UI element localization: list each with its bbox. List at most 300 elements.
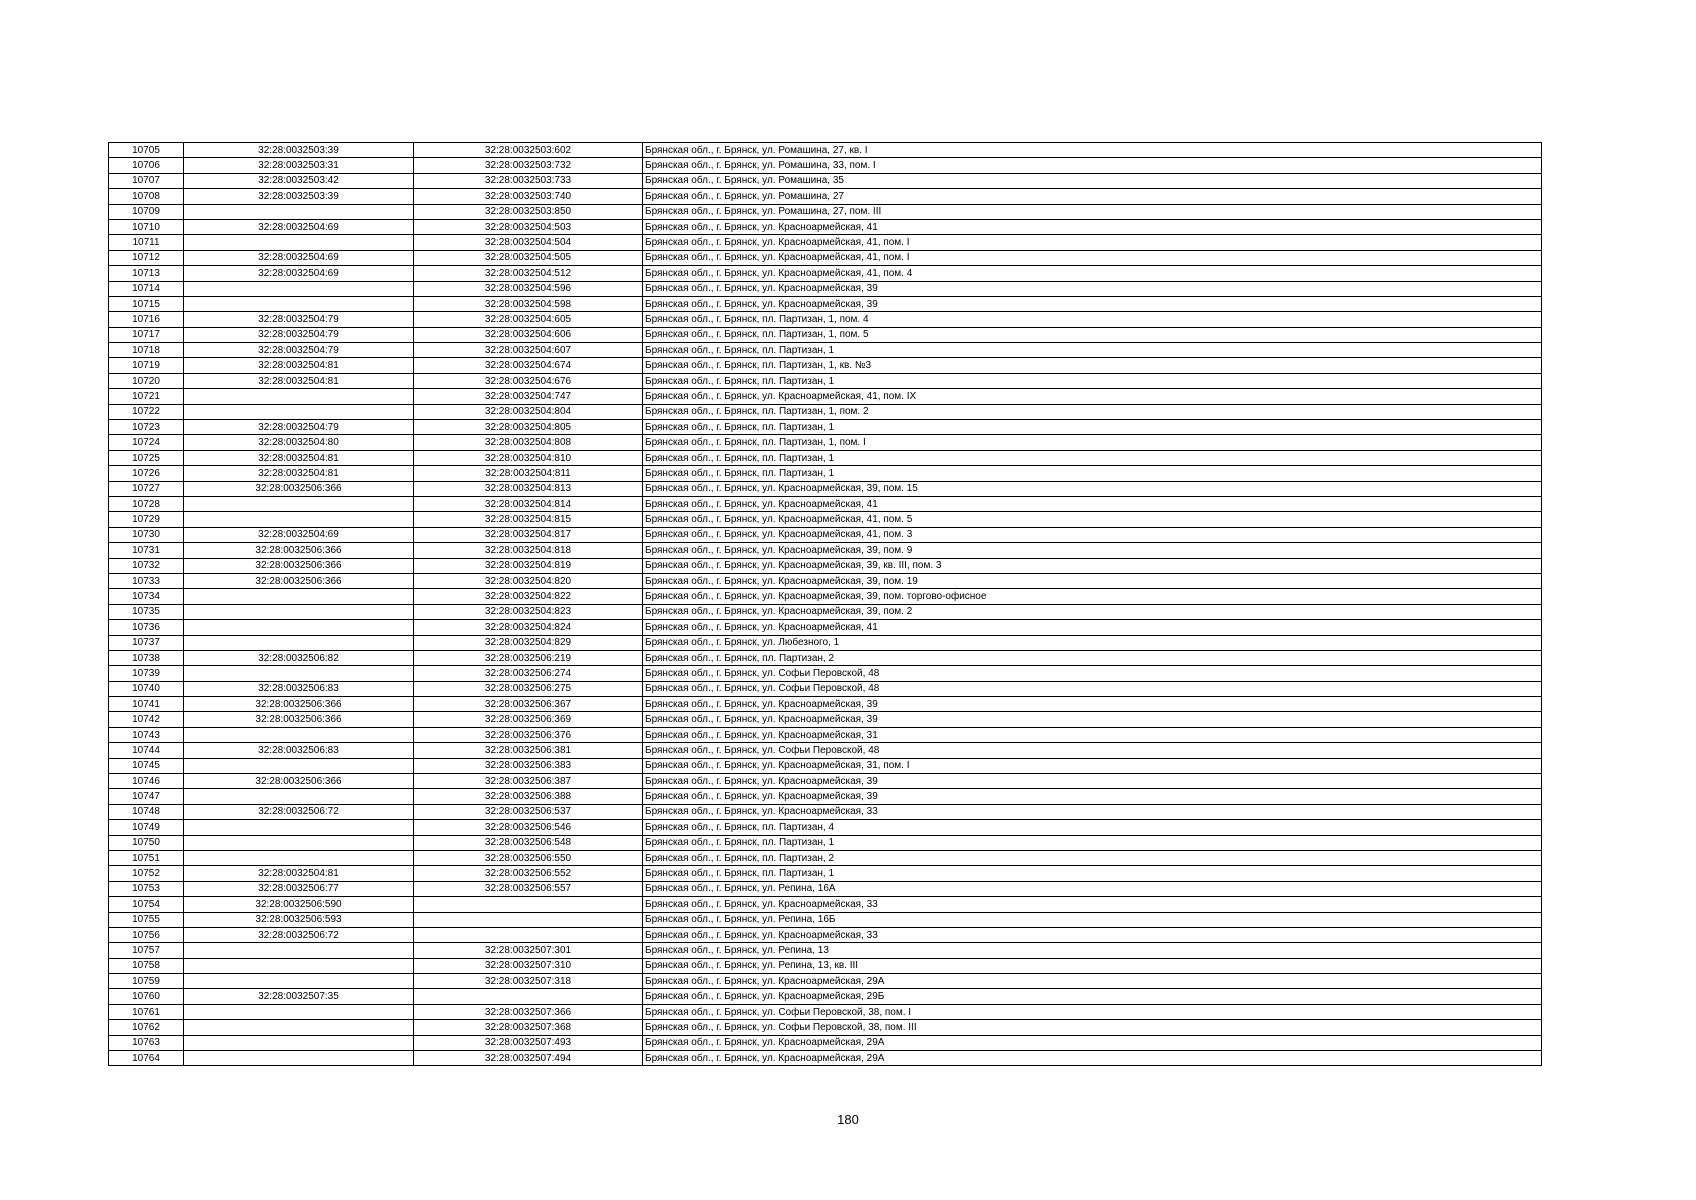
row-number-cell: 10709 — [109, 204, 184, 219]
table-row — [109, 589, 1542, 604]
object-cadastral-number-cell: 32:28:0032507:368 — [414, 1020, 643, 1035]
object-cadastral-number-cell: 32:28:0032504:676 — [414, 373, 643, 388]
row-number-cell: 10719 — [109, 358, 184, 373]
table-row — [109, 296, 1542, 311]
address-cell: Брянская обл., г. Брянск, ул. Любезного, 1 — [643, 635, 1542, 650]
parent-cadastral-number-cell: 32:28:0032504:81 — [184, 358, 414, 373]
object-cadastral-number-cell: 32:28:0032504:747 — [414, 389, 643, 404]
table-row — [109, 912, 1542, 927]
parent-cadastral-number-cell — [184, 589, 414, 604]
parent-cadastral-number-cell: 32:28:0032504:81 — [184, 466, 414, 481]
address-cell: Брянская обл., г. Брянск, ул. Красноармейская, 41, пом. I — [643, 235, 1542, 250]
address-cell: Брянская обл., г. Брянск, пл. Партизан, 1 — [643, 450, 1542, 465]
parent-cadastral-number-cell — [184, 974, 414, 989]
row-number-cell: 10754 — [109, 897, 184, 912]
row-number-cell: 10740 — [109, 681, 184, 696]
address-cell: Брянская обл., г. Брянск, ул. Красноармейская, 39 — [643, 774, 1542, 789]
row-number-cell: 10718 — [109, 343, 184, 358]
object-cadastral-number-cell: 32:28:0032504:829 — [414, 635, 643, 650]
parent-cadastral-number-cell: 32:28:0032504:81 — [184, 373, 414, 388]
parent-cadastral-number-cell — [184, 1020, 414, 1035]
table-row — [109, 1004, 1542, 1019]
row-number-cell: 10762 — [109, 1020, 184, 1035]
parent-cadastral-number-cell: 32:28:0032506:72 — [184, 927, 414, 942]
address-cell: Брянская обл., г. Брянск, ул. Красноармейская, 39 — [643, 789, 1542, 804]
table-row — [109, 512, 1542, 527]
row-number-cell: 10710 — [109, 219, 184, 234]
address-cell: Брянская обл., г. Брянск, ул. Красноармейская, 29А — [643, 1035, 1542, 1050]
parent-cadastral-number-cell: 32:28:0032504:79 — [184, 327, 414, 342]
parent-cadastral-number-cell — [184, 235, 414, 250]
row-number-cell: 10757 — [109, 943, 184, 958]
address-cell: Брянская обл., г. Брянск, ул. Красноармейская, 41 — [643, 620, 1542, 635]
address-cell: Брянская обл., г. Брянск, ул. Красноармейская, 29Б — [643, 989, 1542, 1004]
object-cadastral-number-cell: 32:28:0032504:674 — [414, 358, 643, 373]
row-number-cell: 10750 — [109, 835, 184, 850]
row-number-cell: 10743 — [109, 727, 184, 742]
parent-cadastral-number-cell — [184, 296, 414, 311]
row-number-cell: 10741 — [109, 697, 184, 712]
object-cadastral-number-cell: 32:28:0032504:505 — [414, 250, 643, 265]
object-cadastral-number-cell: 32:28:0032504:606 — [414, 327, 643, 342]
table-row — [109, 143, 1542, 158]
object-cadastral-number-cell: 32:28:0032504:805 — [414, 420, 643, 435]
row-number-cell: 10711 — [109, 235, 184, 250]
table-row — [109, 666, 1542, 681]
parent-cadastral-number-cell: 32:28:0032504:69 — [184, 250, 414, 265]
parent-cadastral-number-cell: 32:28:0032506:82 — [184, 650, 414, 665]
table-row — [109, 189, 1542, 204]
row-number-cell: 10764 — [109, 1051, 184, 1066]
parent-cadastral-number-cell: 32:28:0032504:69 — [184, 527, 414, 542]
object-cadastral-number-cell: 32:28:0032504:824 — [414, 620, 643, 635]
address-cell: Брянская обл., г. Брянск, пл. Партизан, 1 — [643, 420, 1542, 435]
object-cadastral-number-cell: 32:28:0032506:537 — [414, 804, 643, 819]
parent-cadastral-number-cell — [184, 389, 414, 404]
table-row — [109, 866, 1542, 881]
table-row — [109, 989, 1542, 1004]
row-number-cell: 10715 — [109, 296, 184, 311]
table-row — [109, 1051, 1542, 1066]
table-row — [109, 327, 1542, 342]
table-row — [109, 804, 1542, 819]
table-row — [109, 173, 1542, 188]
parent-cadastral-number-cell — [184, 1051, 414, 1066]
object-cadastral-number-cell: 32:28:0032507:301 — [414, 943, 643, 958]
address-cell: Брянская обл., г. Брянск, ул. Репина, 16А — [643, 881, 1542, 896]
parent-cadastral-number-cell: 32:28:0032504:80 — [184, 435, 414, 450]
object-cadastral-number-cell: 32:28:0032504:815 — [414, 512, 643, 527]
table-row — [109, 373, 1542, 388]
table-row — [109, 358, 1542, 373]
row-number-cell: 10728 — [109, 496, 184, 511]
address-cell: Брянская обл., г. Брянск, ул. Красноармейская, 31 — [643, 727, 1542, 742]
parent-cadastral-number-cell: 32:28:0032503:42 — [184, 173, 414, 188]
address-cell: Брянская обл., г. Брянск, ул. Красноармейская, 41, пом. I — [643, 250, 1542, 265]
table-row — [109, 974, 1542, 989]
parent-cadastral-number-cell: 32:28:0032507:35 — [184, 989, 414, 1004]
row-number-cell: 10716 — [109, 312, 184, 327]
table-row — [109, 820, 1542, 835]
object-cadastral-number-cell: 32:28:0032504:813 — [414, 481, 643, 496]
parent-cadastral-number-cell: 32:28:0032504:79 — [184, 420, 414, 435]
parent-cadastral-number-cell: 32:28:0032506:77 — [184, 881, 414, 896]
parent-cadastral-number-cell: 32:28:0032504:79 — [184, 312, 414, 327]
table-row — [109, 281, 1542, 296]
object-cadastral-number-cell: 32:28:0032504:504 — [414, 235, 643, 250]
address-cell: Брянская обл., г. Брянск, ул. Репина, 16Б — [643, 912, 1542, 927]
address-cell: Брянская обл., г. Брянск, пл. Партизан, 1 — [643, 343, 1542, 358]
object-cadastral-number-cell: 32:28:0032504:820 — [414, 573, 643, 588]
parent-cadastral-number-cell: 32:28:0032503:39 — [184, 143, 414, 158]
parent-cadastral-number-cell — [184, 758, 414, 773]
address-cell: Брянская обл., г. Брянск, ул. Красноармейская, 41, пом. 3 — [643, 527, 1542, 542]
object-cadastral-number-cell: 32:28:0032504:808 — [414, 435, 643, 450]
parent-cadastral-number-cell — [184, 727, 414, 742]
address-cell: Брянская обл., г. Брянск, ул. Красноармейская, 33 — [643, 804, 1542, 819]
object-cadastral-number-cell — [414, 927, 643, 942]
object-cadastral-number-cell: 32:28:0032504:823 — [414, 604, 643, 619]
row-number-cell: 10763 — [109, 1035, 184, 1050]
object-cadastral-number-cell — [414, 897, 643, 912]
parent-cadastral-number-cell — [184, 281, 414, 296]
address-cell: Брянская обл., г. Брянск, ул. Красноармейская, 39, кв. III, пом. 3 — [643, 558, 1542, 573]
address-cell: Брянская обл., г. Брянск, пл. Партизан, 1, пом. I — [643, 435, 1542, 450]
object-cadastral-number-cell: 32:28:0032504:822 — [414, 589, 643, 604]
address-cell: Брянская обл., г. Брянск, пл. Партизан, 2 — [643, 850, 1542, 865]
object-cadastral-number-cell: 32:28:0032504:512 — [414, 266, 643, 281]
parent-cadastral-number-cell — [184, 666, 414, 681]
row-number-cell: 10761 — [109, 1004, 184, 1019]
table-row — [109, 943, 1542, 958]
parent-cadastral-number-cell: 32:28:0032504:69 — [184, 219, 414, 234]
object-cadastral-number-cell: 32:28:0032506:548 — [414, 835, 643, 850]
parent-cadastral-number-cell — [184, 820, 414, 835]
object-cadastral-number-cell: 32:28:0032504:810 — [414, 450, 643, 465]
table-row — [109, 789, 1542, 804]
parent-cadastral-number-cell — [184, 1004, 414, 1019]
address-cell: Брянская обл., г. Брянск, ул. Красноармейская, 39, пом. торгово-офисное — [643, 589, 1542, 604]
row-number-cell: 10729 — [109, 512, 184, 527]
address-cell: Брянская обл., г. Брянск, пл. Партизан, 1 — [643, 835, 1542, 850]
row-number-cell: 10721 — [109, 389, 184, 404]
page-number: 180 — [837, 1112, 859, 1127]
table-row — [109, 635, 1542, 650]
row-number-cell: 10735 — [109, 604, 184, 619]
parent-cadastral-number-cell — [184, 204, 414, 219]
row-number-cell: 10732 — [109, 558, 184, 573]
parent-cadastral-number-cell: 32:28:0032506:72 — [184, 804, 414, 819]
object-cadastral-number-cell: 32:28:0032506:557 — [414, 881, 643, 896]
parent-cadastral-number-cell — [184, 850, 414, 865]
object-cadastral-number-cell — [414, 912, 643, 927]
parent-cadastral-number-cell — [184, 620, 414, 635]
address-cell: Брянская обл., г. Брянск, ул. Красноармейская, 29А — [643, 974, 1542, 989]
address-cell: Брянская обл., г. Брянск, ул. Красноармейская, 41, пом. IX — [643, 389, 1542, 404]
address-cell: Брянская обл., г. Брянск, ул. Красноармейская, 41, пом. 5 — [643, 512, 1542, 527]
parent-cadastral-number-cell: 32:28:0032506:366 — [184, 481, 414, 496]
address-cell: Брянская обл., г. Брянск, ул. Красноармейская, 41 — [643, 496, 1542, 511]
address-cell: Брянская обл., г. Брянск, ул. Красноармейская, 39, пом. 15 — [643, 481, 1542, 496]
table-row — [109, 250, 1542, 265]
row-number-cell: 10748 — [109, 804, 184, 819]
address-cell: Брянская обл., г. Брянск, ул. Ромашина, 27 — [643, 189, 1542, 204]
row-number-cell: 10751 — [109, 850, 184, 865]
table-row — [109, 681, 1542, 696]
table-row — [109, 1020, 1542, 1035]
table-row — [109, 697, 1542, 712]
address-cell: Брянская обл., г. Брянск, ул. Красноармейская, 39 — [643, 296, 1542, 311]
address-cell: Брянская обл., г. Брянск, пл. Партизан, 1 — [643, 373, 1542, 388]
address-cell: Брянская обл., г. Брянск, ул. Красноармейская, 33 — [643, 927, 1542, 942]
object-cadastral-number-cell: 32:28:0032504:814 — [414, 496, 643, 511]
table-row — [109, 204, 1542, 219]
table-row — [109, 543, 1542, 558]
row-number-cell: 10726 — [109, 466, 184, 481]
table-row — [109, 312, 1542, 327]
object-cadastral-number-cell: 32:28:0032507:494 — [414, 1051, 643, 1066]
row-number-cell: 10753 — [109, 881, 184, 896]
table-row — [109, 219, 1542, 234]
address-cell: Брянская обл., г. Брянск, ул. Красноармейская, 39, пом. 2 — [643, 604, 1542, 619]
table-body — [109, 143, 1542, 1066]
address-cell: Брянская обл., г. Брянск, пл. Партизан, 2 — [643, 650, 1542, 665]
address-cell: Брянская обл., г. Брянск, ул. Красноармейская, 39 — [643, 697, 1542, 712]
address-cell: Брянская обл., г. Брянск, ул. Красноармейская, 29А — [643, 1051, 1542, 1066]
row-number-cell: 10745 — [109, 758, 184, 773]
row-number-cell: 10738 — [109, 650, 184, 665]
table-row — [109, 481, 1542, 496]
row-number-cell: 10749 — [109, 820, 184, 835]
table-row — [109, 620, 1542, 635]
object-cadastral-number-cell: 32:28:0032504:811 — [414, 466, 643, 481]
table-row — [109, 389, 1542, 404]
row-number-cell: 10739 — [109, 666, 184, 681]
object-cadastral-number-cell: 32:28:0032503:740 — [414, 189, 643, 204]
row-number-cell: 10746 — [109, 774, 184, 789]
table-row — [109, 1035, 1542, 1050]
table-row — [109, 743, 1542, 758]
row-number-cell: 10736 — [109, 620, 184, 635]
row-number-cell: 10706 — [109, 158, 184, 173]
table-row — [109, 727, 1542, 742]
object-cadastral-number-cell: 32:28:0032507:318 — [414, 974, 643, 989]
object-cadastral-number-cell: 32:28:0032506:219 — [414, 650, 643, 665]
table-row — [109, 897, 1542, 912]
parent-cadastral-number-cell: 32:28:0032506:590 — [184, 897, 414, 912]
row-number-cell: 10755 — [109, 912, 184, 927]
object-cadastral-number-cell: 32:28:0032506:275 — [414, 681, 643, 696]
row-number-cell: 10723 — [109, 420, 184, 435]
table-row — [109, 558, 1542, 573]
object-cadastral-number-cell: 32:28:0032503:732 — [414, 158, 643, 173]
address-cell: Брянская обл., г. Брянск, пл. Партизан, 1 — [643, 866, 1542, 881]
table-row — [109, 235, 1542, 250]
address-cell: Брянская обл., г. Брянск, ул. Ромашина, 33, пом. I — [643, 158, 1542, 173]
address-cell: Брянская обл., г. Брянск, ул. Красноармейская, 39 — [643, 281, 1542, 296]
object-cadastral-number-cell: 32:28:0032507:493 — [414, 1035, 643, 1050]
row-number-cell: 10733 — [109, 573, 184, 588]
table-row — [109, 158, 1542, 173]
object-cadastral-number-cell — [414, 989, 643, 1004]
parent-cadastral-number-cell — [184, 604, 414, 619]
table-row — [109, 404, 1542, 419]
parent-cadastral-number-cell: 32:28:0032506:366 — [184, 573, 414, 588]
address-cell: Брянская обл., г. Брянск, ул. Красноармейская, 39 — [643, 712, 1542, 727]
address-cell: Брянская обл., г. Брянск, ул. Ромашина, 35 — [643, 173, 1542, 188]
address-cell: Брянская обл., г. Брянск, ул. Софьи Перовской, 38, пом. III — [643, 1020, 1542, 1035]
row-number-cell: 10725 — [109, 450, 184, 465]
object-cadastral-number-cell: 32:28:0032506:387 — [414, 774, 643, 789]
row-number-cell: 10708 — [109, 189, 184, 204]
object-cadastral-number-cell: 32:28:0032506:369 — [414, 712, 643, 727]
parent-cadastral-number-cell: 32:28:0032506:366 — [184, 558, 414, 573]
object-cadastral-number-cell: 32:28:0032506:552 — [414, 866, 643, 881]
table-row — [109, 835, 1542, 850]
object-cadastral-number-cell: 32:28:0032506:550 — [414, 850, 643, 865]
parent-cadastral-number-cell: 32:28:0032504:81 — [184, 450, 414, 465]
row-number-cell: 10712 — [109, 250, 184, 265]
row-number-cell: 10717 — [109, 327, 184, 342]
table-row — [109, 881, 1542, 896]
parent-cadastral-number-cell: 32:28:0032506:366 — [184, 712, 414, 727]
address-cell: Брянская обл., г. Брянск, ул. Репина, 13, кв. III — [643, 958, 1542, 973]
object-cadastral-number-cell: 32:28:0032503:850 — [414, 204, 643, 219]
parent-cadastral-number-cell — [184, 835, 414, 850]
row-number-cell: 10742 — [109, 712, 184, 727]
row-number-cell: 10760 — [109, 989, 184, 1004]
address-cell: Брянская обл., г. Брянск, пл. Партизан, 4 — [643, 820, 1542, 835]
object-cadastral-number-cell: 32:28:0032504:503 — [414, 219, 643, 234]
row-number-cell: 10752 — [109, 866, 184, 881]
property-registry-table — [108, 142, 1542, 1066]
address-cell: Брянская обл., г. Брянск, пл. Партизан, 1 — [643, 466, 1542, 481]
parent-cadastral-number-cell: 32:28:0032506:83 — [184, 681, 414, 696]
row-number-cell: 10744 — [109, 743, 184, 758]
parent-cadastral-number-cell: 32:28:0032506:83 — [184, 743, 414, 758]
object-cadastral-number-cell: 32:28:0032506:381 — [414, 743, 643, 758]
address-cell: Брянская обл., г. Брянск, ул. Красноармейская, 33 — [643, 897, 1542, 912]
parent-cadastral-number-cell: 32:28:0032504:69 — [184, 266, 414, 281]
address-cell: Брянская обл., г. Брянск, ул. Софьи Перовской, 48 — [643, 681, 1542, 696]
address-cell: Брянская обл., г. Брянск, ул. Красноармейская, 39, пом. 9 — [643, 543, 1542, 558]
address-cell: Брянская обл., г. Брянск, ул. Красноармейская, 31, пом. I — [643, 758, 1542, 773]
address-cell: Брянская обл., г. Брянск, ул. Красноармейская, 41 — [643, 219, 1542, 234]
parent-cadastral-number-cell: 32:28:0032506:366 — [184, 697, 414, 712]
object-cadastral-number-cell: 32:28:0032504:605 — [414, 312, 643, 327]
table-row — [109, 435, 1542, 450]
parent-cadastral-number-cell — [184, 789, 414, 804]
parent-cadastral-number-cell: 32:28:0032506:366 — [184, 774, 414, 789]
parent-cadastral-number-cell — [184, 958, 414, 973]
table-row — [109, 958, 1542, 973]
parent-cadastral-number-cell: 32:28:0032506:366 — [184, 543, 414, 558]
object-cadastral-number-cell: 32:28:0032504:598 — [414, 296, 643, 311]
parent-cadastral-number-cell: 32:28:0032504:79 — [184, 343, 414, 358]
table-row — [109, 712, 1542, 727]
table-row — [109, 450, 1542, 465]
row-number-cell: 10713 — [109, 266, 184, 281]
address-cell: Брянская обл., г. Брянск, пл. Партизан, 1, пом. 2 — [643, 404, 1542, 419]
address-cell: Брянская обл., г. Брянск, пл. Партизан, 1, пом. 5 — [643, 327, 1542, 342]
table-row — [109, 343, 1542, 358]
table-row — [109, 573, 1542, 588]
row-number-cell: 10759 — [109, 974, 184, 989]
object-cadastral-number-cell: 32:28:0032506:274 — [414, 666, 643, 681]
address-cell: Брянская обл., г. Брянск, ул. Красноармейская, 41, пом. 4 — [643, 266, 1542, 281]
object-cadastral-number-cell: 32:28:0032506:376 — [414, 727, 643, 742]
row-number-cell: 10730 — [109, 527, 184, 542]
table-row — [109, 527, 1542, 542]
parent-cadastral-number-cell: 32:28:0032503:31 — [184, 158, 414, 173]
object-cadastral-number-cell: 32:28:0032504:607 — [414, 343, 643, 358]
object-cadastral-number-cell: 32:28:0032504:818 — [414, 543, 643, 558]
row-number-cell: 10707 — [109, 173, 184, 188]
parent-cadastral-number-cell — [184, 404, 414, 419]
object-cadastral-number-cell: 32:28:0032506:367 — [414, 697, 643, 712]
address-cell: Брянская обл., г. Брянск, ул. Красноармейская, 39, пом. 19 — [643, 573, 1542, 588]
row-number-cell: 10758 — [109, 958, 184, 973]
object-cadastral-number-cell: 32:28:0032506:388 — [414, 789, 643, 804]
row-number-cell: 10720 — [109, 373, 184, 388]
row-number-cell: 10737 — [109, 635, 184, 650]
object-cadastral-number-cell: 32:28:0032507:310 — [414, 958, 643, 973]
row-number-cell: 10756 — [109, 927, 184, 942]
parent-cadastral-number-cell — [184, 496, 414, 511]
row-number-cell: 10727 — [109, 481, 184, 496]
parent-cadastral-number-cell: 32:28:0032503:39 — [184, 189, 414, 204]
row-number-cell: 10722 — [109, 404, 184, 419]
table-row — [109, 927, 1542, 942]
object-cadastral-number-cell: 32:28:0032504:596 — [414, 281, 643, 296]
object-cadastral-number-cell: 32:28:0032504:817 — [414, 527, 643, 542]
row-number-cell: 10747 — [109, 789, 184, 804]
object-cadastral-number-cell: 32:28:0032506:546 — [414, 820, 643, 835]
table-row — [109, 496, 1542, 511]
table-row — [109, 604, 1542, 619]
address-cell: Брянская обл., г. Брянск, ул. Репина, 13 — [643, 943, 1542, 958]
address-cell: Брянская обл., г. Брянск, ул. Ромашина, 27, кв. I — [643, 143, 1542, 158]
table-row — [109, 466, 1542, 481]
row-number-cell: 10731 — [109, 543, 184, 558]
parent-cadastral-number-cell: 32:28:0032506:593 — [184, 912, 414, 927]
parent-cadastral-number-cell — [184, 1035, 414, 1050]
row-number-cell: 10714 — [109, 281, 184, 296]
object-cadastral-number-cell: 32:28:0032503:602 — [414, 143, 643, 158]
parent-cadastral-number-cell — [184, 943, 414, 958]
row-number-cell: 10705 — [109, 143, 184, 158]
address-cell: Брянская обл., г. Брянск, пл. Партизан, 1, кв. №3 — [643, 358, 1542, 373]
parent-cadastral-number-cell — [184, 512, 414, 527]
row-number-cell: 10734 — [109, 589, 184, 604]
parent-cadastral-number-cell — [184, 635, 414, 650]
object-cadastral-number-cell: 32:28:0032504:804 — [414, 404, 643, 419]
address-cell: Брянская обл., г. Брянск, ул. Софьи Перовской, 38, пом. I — [643, 1004, 1542, 1019]
row-number-cell: 10724 — [109, 435, 184, 450]
table-row — [109, 758, 1542, 773]
address-cell: Брянская обл., г. Брянск, ул. Софьи Перовской, 48 — [643, 666, 1542, 681]
object-cadastral-number-cell: 32:28:0032503:733 — [414, 173, 643, 188]
table-row — [109, 774, 1542, 789]
object-cadastral-number-cell: 32:28:0032507:366 — [414, 1004, 643, 1019]
table-row — [109, 850, 1542, 865]
object-cadastral-number-cell: 32:28:0032504:819 — [414, 558, 643, 573]
address-cell: Брянская обл., г. Брянск, ул. Ромашина, 27, пом. III — [643, 204, 1542, 219]
object-cadastral-number-cell: 32:28:0032506:383 — [414, 758, 643, 773]
table-row — [109, 420, 1542, 435]
parent-cadastral-number-cell: 32:28:0032504:81 — [184, 866, 414, 881]
address-cell: Брянская обл., г. Брянск, пл. Партизан, 1, пом. 4 — [643, 312, 1542, 327]
